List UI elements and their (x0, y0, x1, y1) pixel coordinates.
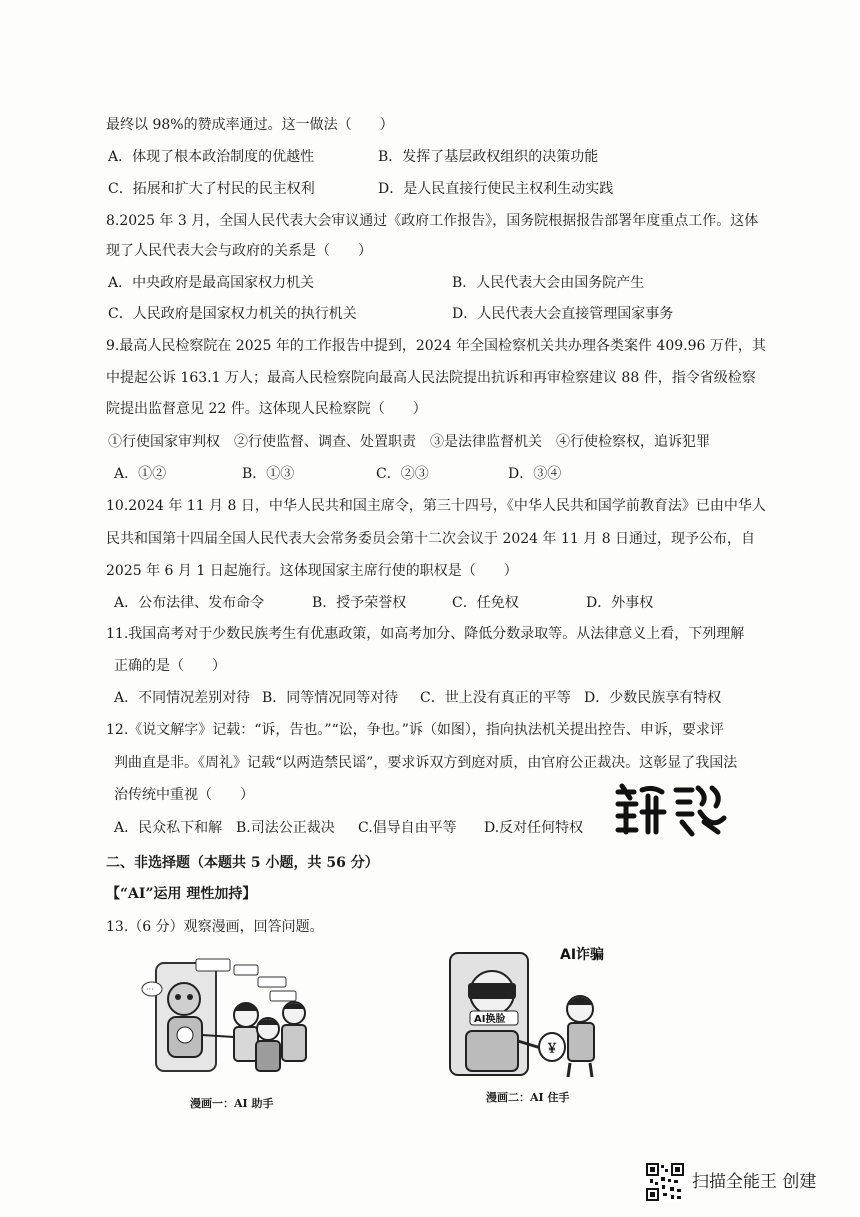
q7-stem-tail: 最终以 98%的赞成率通过。这一做法（ ） (106, 117, 394, 133)
q7-option-a: A．体现了根本政治制度的优越性 (108, 149, 315, 165)
q9-stem-line3: 院提出监督意见 22 件。这体现人民检察院（ ） (106, 401, 427, 417)
cartoon-ai-scam (440, 945, 615, 1080)
cartoon2-side-text-line: AI诈骗 (560, 947, 605, 963)
q12-stem-line2: 判曲直是非。《周礼》记载“以两造禁民谣”，要求诉双方到庭对质，由官府公正裁决。这彰显了我国法 (114, 755, 738, 771)
q9-stem-line2: 中提起公诉 163.1 万人；最高人民检察院向最高人民法院提出抗诉和再审检察建议 88 件，指令省级检察 (106, 370, 756, 386)
q11-option-d: D．少数民族享有特权 (584, 690, 722, 706)
q11-stem-line1: 11.我国高考对于少数民族考生有优惠政策，如高考加分、降低分数录取等。从法律意义上看，下列理解 (106, 626, 745, 642)
q12-stem-line3: 治传统中重视（ ） (114, 787, 254, 803)
q8-option-b: B．人民代表大会由国务院产生 (452, 275, 645, 291)
cartoon1-caption: 漫画一：AI 助手 (190, 1097, 274, 1110)
q9-stem-line1: 9.最高人民检察院在 2025 年的工作报告中提到，2024 年全国检察机关共办理各类案件 409.96 万件，其 (106, 338, 766, 354)
q10-stem-line2: 民共和国第十四届全国人民代表大会常务委员会第十二次会议于 2024 年 11 月 8 日通过，现予公布，自 (106, 531, 756, 547)
q8-stem-line2: 现了人民代表大会与政府的关系是（ ） (106, 243, 372, 259)
scanner-brand-text: 扫描全能王 创建 (692, 1172, 817, 1192)
cartoon2-bag-text: ￥ (546, 1041, 559, 1055)
q11-stem-line2: 正确的是（ ） (114, 658, 226, 674)
cartoon2-side-text (560, 946, 604, 963)
cartoon2-caption: 漫画二：AI 住手 (486, 1091, 570, 1104)
q12-option-c: C.倡导自由平等 (358, 820, 457, 836)
qr-code-icon (646, 1163, 684, 1201)
q9-option-d: D．③④ (508, 466, 562, 482)
q7-option-b: B．发挥了基层政权组织的决策功能 (378, 149, 599, 165)
q10-stem-line3: 2025 年 6 月 1 日起施行。这体现国家主席行使的职权是（ ） (106, 563, 518, 579)
q8-option-d: D．人民代表大会直接管理国家事务 (452, 306, 674, 322)
q10-option-d: D．外事权 (586, 595, 654, 611)
seal-script-image (612, 782, 728, 838)
section-subtitle: 【“AI”运用 理性加持】 (106, 886, 257, 902)
q11-option-a: A．不同情况差别对待 (114, 690, 251, 706)
q8-stem-line1: 8.2025 年 3 月，全国人民代表大会审议通过《政府工作报告》，国务院根据报告部署年度重点工作。这体 (106, 213, 759, 229)
q10-option-b: B．授予荣誉权 (312, 595, 407, 611)
svg-text:···: ··· (146, 985, 154, 994)
q8-option-c: C．人民政府是国家权力机关的执行机关 (108, 306, 357, 322)
q12-stem-line1: 12.《说文解字》记载：“诉，告也。”“讼，争也。”诉（如图），指向执法机关提出控告、申诉，要求评 (106, 722, 724, 738)
q11-option-c: C．世上没有真正的平等 (420, 690, 571, 706)
q9-option-a: A．①② (114, 466, 167, 482)
q12-option-a: A．民众私下和解 (114, 820, 223, 836)
q7-option-d: D．是人民直接行使民主权利生动实践 (378, 181, 614, 197)
q12-option-b: B.司法公正裁决 (236, 820, 335, 836)
q9-items: ①行使国家审判权 ②行使监督、调查、处置职责 ③是法律监督机关 ④行使检察权，追诉犯罪 (108, 434, 710, 450)
q12-option-d: D.反对任何特权 (484, 820, 584, 836)
section-title: 二、非选择题（本题共 5 小题，共 56 分） (106, 855, 379, 871)
q13-stem: 13.（6 分）观察漫画，回答问题。 (106, 919, 324, 935)
q11-option-b: B．同等情况同等对待 (262, 690, 399, 706)
q8-option-a: A．中央政府是最高国家权力机关 (108, 275, 315, 291)
q10-option-c: C．任免权 (452, 595, 519, 611)
q10-option-a: A．公布法律、发布命令 (114, 595, 265, 611)
cartoon2-mask-text: AI换脸 (474, 1014, 506, 1025)
q9-option-c: C．②③ (376, 466, 429, 482)
q10-stem-line1: 10.2024 年 11 月 8 日，中华人民共和国主席令，第三十四号，《中华人民共和国学前教育法》已由中华人 (106, 498, 766, 514)
cartoon-ai-assistant (138, 955, 338, 1075)
q7-option-c: C．拓展和扩大了村民的民主权利 (108, 181, 315, 197)
q9-option-b: B．①③ (242, 466, 295, 482)
